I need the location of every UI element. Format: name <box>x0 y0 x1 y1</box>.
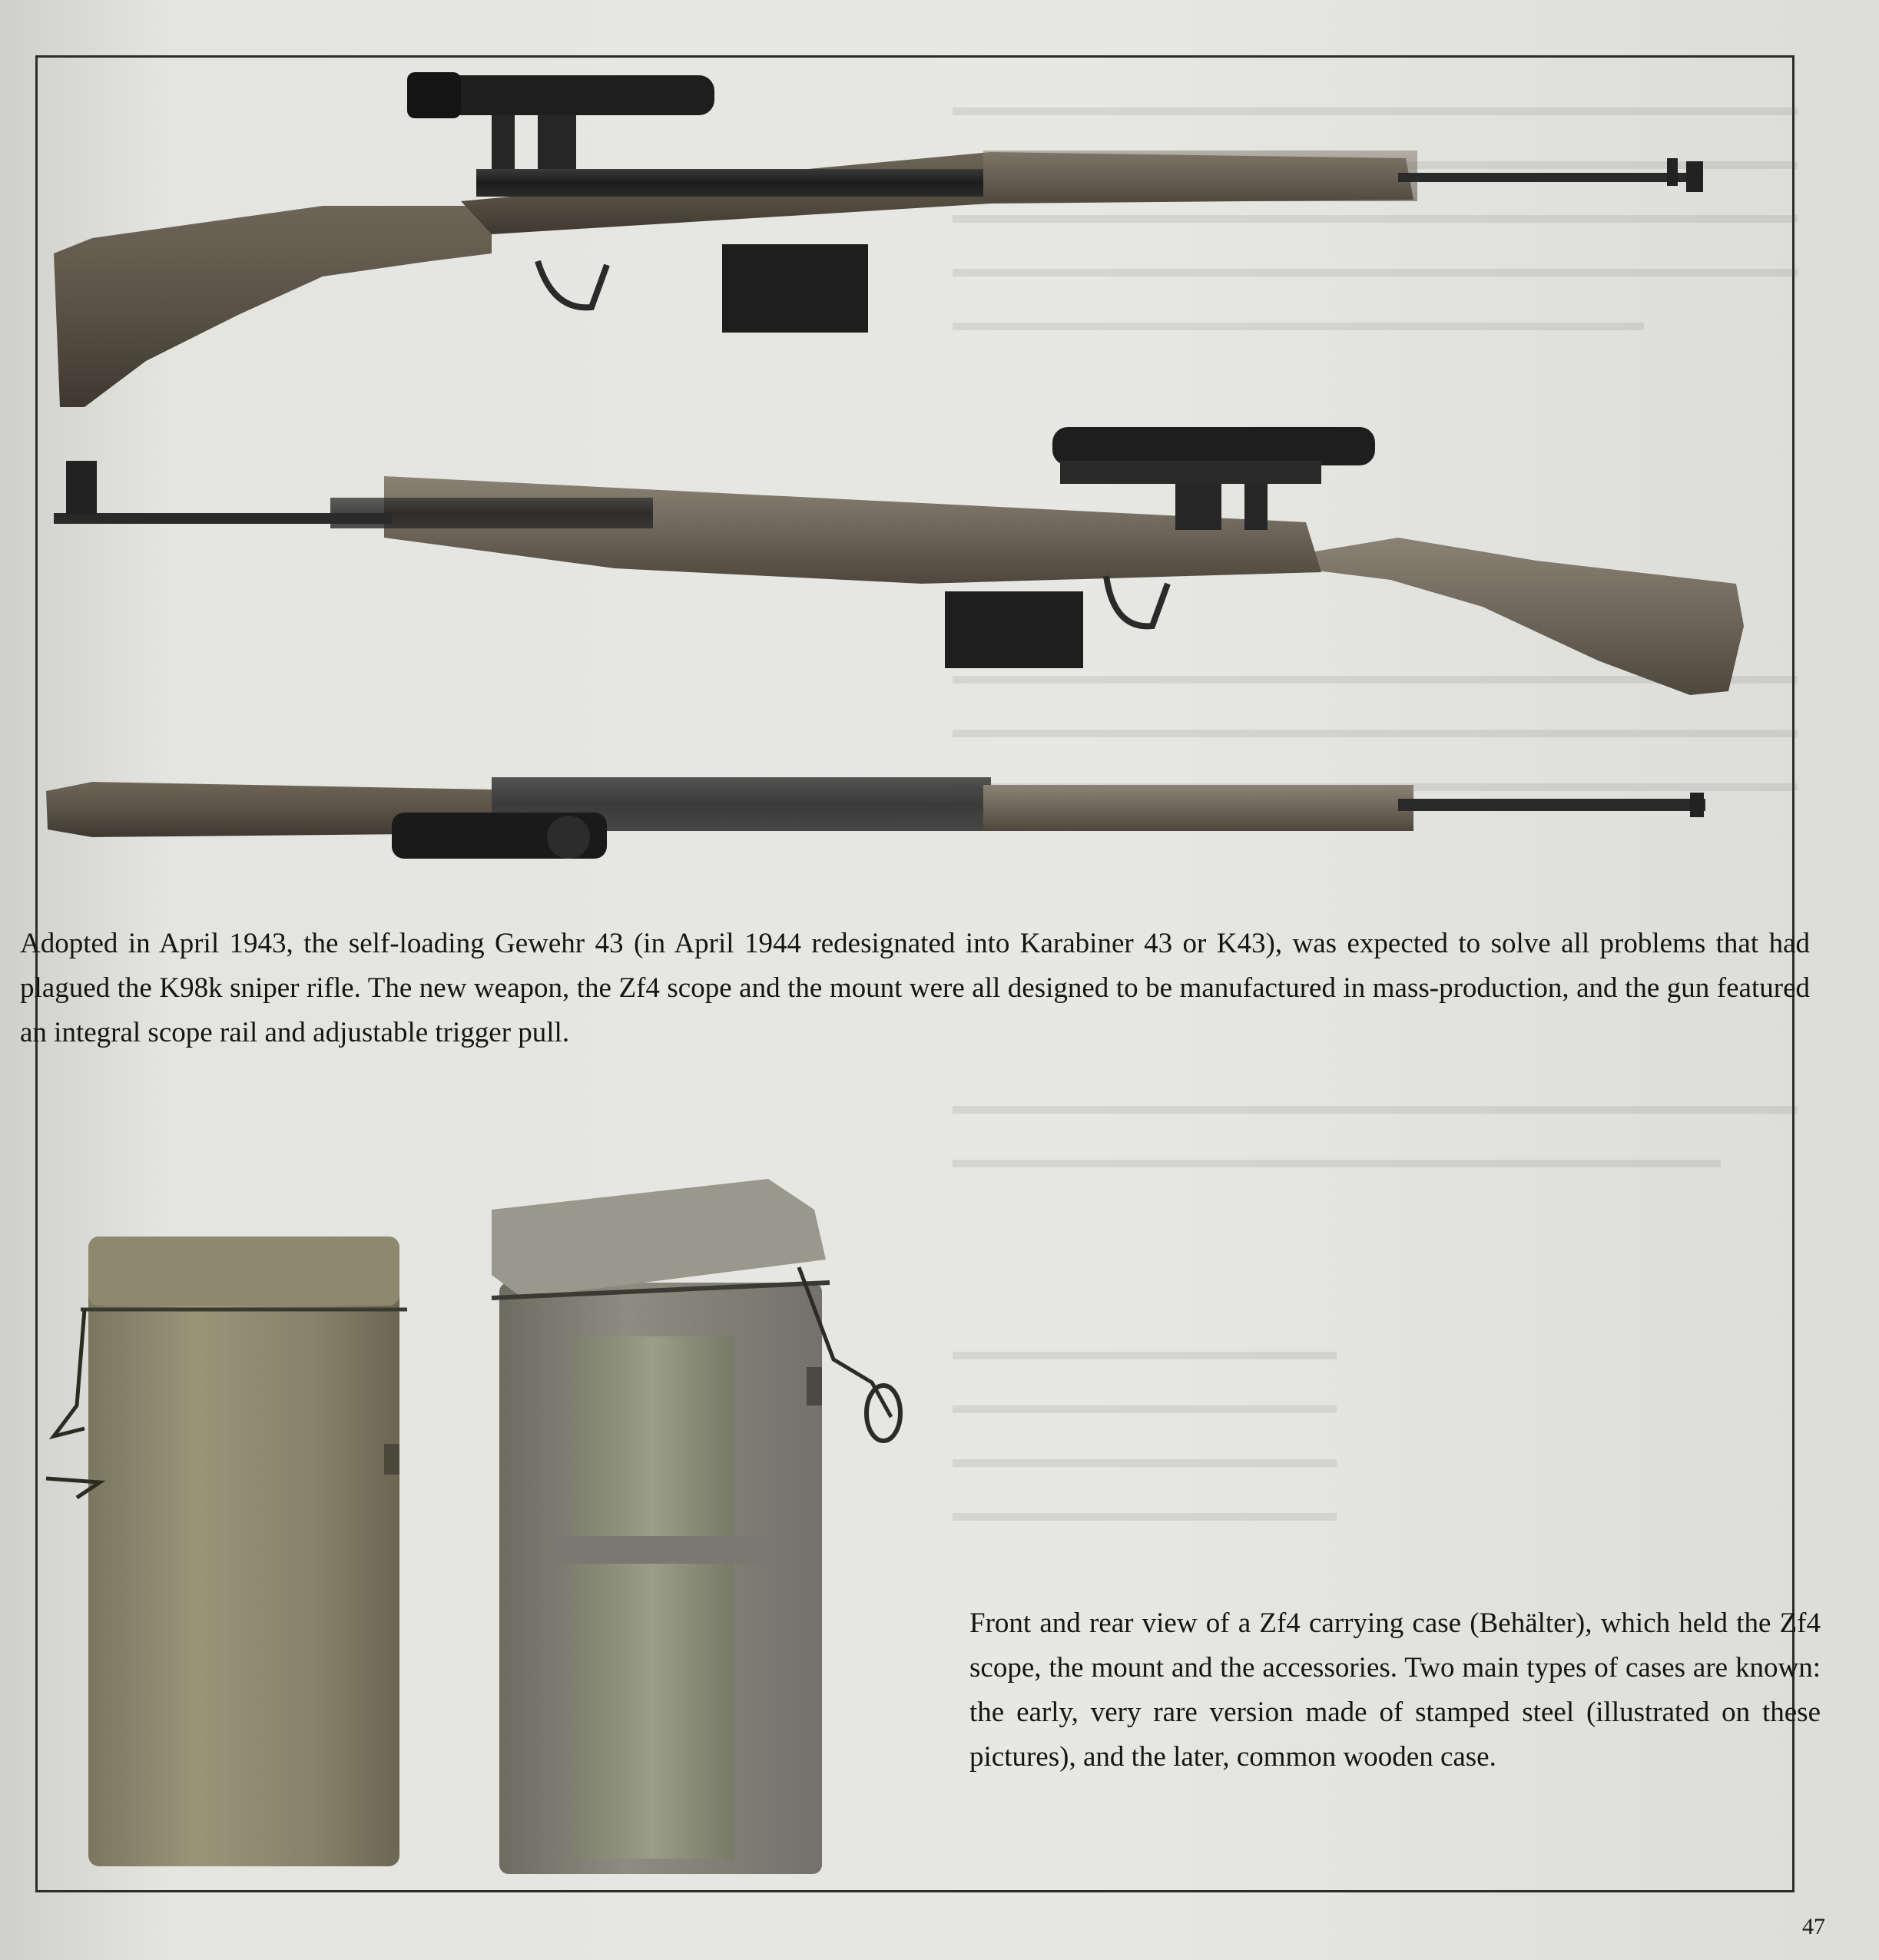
page-number: 47 <box>1802 1914 1825 1939</box>
case-photo-rear <box>492 1179 900 1874</box>
case-photo-front <box>46 1237 407 1866</box>
rifles-caption: Adopted in April 1943, the self-loading Gewehr 43 (in April 1944 redesignated into Karabiner 43 or K43), was expected to solve all problems that had plagued the K98k sniper rifle. The new weapon, the Zf4 scope and the mount were all designed to be manufactured in mass-production, and the gun featured an integral scope rail and adjustable trigger pull. <box>20 928 1810 1048</box>
rifle-photo-1 <box>54 72 1703 407</box>
cases-caption: Front and rear view of a Zf4 carrying case (Behälter), which held the Zf4 scope, the mount and the accessories. Two main types of cases are known: the early, very rare version made of stamped steel (illustrated on these pictures), and the later, common wooden case. <box>969 1607 1821 1773</box>
rifle-photo-2 <box>54 427 1744 695</box>
